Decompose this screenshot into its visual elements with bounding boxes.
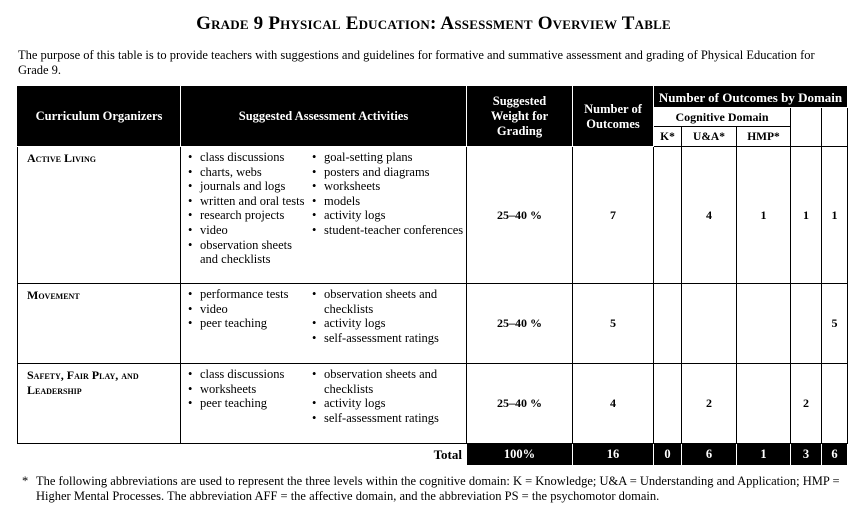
hmp-value	[737, 284, 791, 364]
activity-item: • charts, webs	[187, 165, 311, 180]
activity-item: • activity logs	[311, 316, 466, 331]
activity-item: • performance tests	[187, 287, 311, 302]
activity-item: • written and oral tests	[187, 194, 311, 209]
header-by-domain: Number of Outcomes by Domain	[654, 87, 848, 108]
header-weight: Suggested Weight for Grading	[467, 87, 573, 147]
activity-item: • peer teaching	[187, 396, 311, 411]
total-aff: 3	[791, 444, 822, 466]
ps-value	[822, 364, 848, 444]
activities-cell	[181, 364, 467, 444]
header-activities: Suggested Assessment Activities	[181, 87, 467, 147]
header-hmp: HMP*	[737, 127, 791, 147]
activity-item: • observation sheets and checklists	[187, 238, 311, 267]
activity-item: • activity logs	[311, 396, 466, 411]
ps-value: 5	[822, 284, 848, 364]
activity-item: • activity logs	[311, 208, 466, 223]
table-row	[18, 147, 848, 284]
k-value	[654, 284, 682, 364]
activities-list	[311, 150, 466, 238]
activity-item: • observation sheets and checklists	[311, 287, 466, 316]
activity-item: • posters and diagrams	[311, 165, 466, 180]
activity-item: • self-assessment ratings	[311, 411, 466, 426]
ua-value: 4	[682, 147, 737, 284]
weight-value: 25–40 %	[467, 364, 573, 444]
intro-paragraph: The purpose of this table is to provide teachers with suggestions and guidelines for formative and summative assessment and grading of Physical Education for Grade 9.	[18, 48, 815, 77]
k-value	[654, 147, 682, 284]
activity-item: • journals and logs	[187, 179, 311, 194]
footnote-text: The following abbreviations are used to represent the three levels within the cognitive domain: K = Knowledge; U&A = Understanding and Application; HMP = Higher Mental Processes. The abbreviation AFF = the affective domain, and the abbreviation PS = the psychomotor domain.	[36, 474, 840, 503]
total-ua: 6	[682, 444, 737, 466]
assessment-overview-table	[17, 86, 848, 466]
total-weight: 100%	[467, 444, 573, 466]
activity-item: • student-teacher conferences	[311, 223, 466, 238]
weight-value: 25–40 %	[467, 284, 573, 364]
weight-value: 25–40 %	[467, 147, 573, 284]
activity-item: • video	[187, 223, 311, 238]
outcomes-value: 4	[573, 364, 654, 444]
total-ps: 6	[822, 444, 848, 466]
organizer-label: Active Living	[18, 147, 181, 284]
activity-item: • worksheets	[311, 179, 466, 194]
activities-cell	[181, 147, 467, 284]
k-value	[654, 364, 682, 444]
total-k: 0	[654, 444, 682, 466]
activities-list	[311, 367, 466, 425]
aff-value	[791, 284, 822, 364]
page-title: Grade 9 Physical Education: Assessment Overview Table	[196, 13, 671, 34]
organizer-label: Movement	[18, 284, 181, 364]
activities-list	[187, 287, 311, 331]
ua-value	[682, 284, 737, 364]
outcomes-value: 5	[573, 284, 654, 364]
activity-item: • class discussions	[187, 150, 311, 165]
hmp-value: 1	[737, 147, 791, 284]
activity-item: • video	[187, 302, 311, 317]
hmp-value	[737, 364, 791, 444]
activity-item: • class discussions	[187, 367, 311, 382]
activities-list	[187, 367, 311, 411]
activity-item: • research projects	[187, 208, 311, 223]
activity-item: • peer teaching	[187, 316, 311, 331]
totals-row	[18, 444, 848, 466]
aff-value: 2	[791, 364, 822, 444]
header-cognitive-domain: Cognitive Domain	[654, 108, 791, 127]
organizer-label: Safety, Fair Play, and Leadership	[18, 364, 181, 444]
activity-item: • models	[311, 194, 466, 209]
ps-value: 1	[822, 147, 848, 284]
aff-value: 1	[791, 147, 822, 284]
activity-item: • observation sheets and checklists	[311, 367, 466, 396]
ua-value: 2	[682, 364, 737, 444]
header-outcomes: Number of Outcomes	[573, 87, 654, 147]
footnote-marker: *	[22, 474, 29, 488]
activity-item: • goal-setting plans	[311, 150, 466, 165]
activity-item: • worksheets	[187, 382, 311, 397]
header-k: K*	[654, 127, 682, 147]
activity-item: • self-assessment ratings	[311, 331, 466, 346]
outcomes-value: 7	[573, 147, 654, 284]
table-row	[18, 364, 848, 444]
footnote	[22, 474, 852, 504]
header-organizers: Curriculum Organizers	[18, 87, 181, 147]
activities-list	[187, 150, 311, 267]
activities-cell	[181, 284, 467, 364]
total-label: Total	[433, 446, 462, 462]
header-ua: U&A*	[682, 127, 737, 147]
total-hmp: 1	[737, 444, 791, 466]
activities-list	[311, 287, 466, 345]
total-outcomes: 16	[573, 444, 654, 466]
table-row	[18, 284, 848, 364]
